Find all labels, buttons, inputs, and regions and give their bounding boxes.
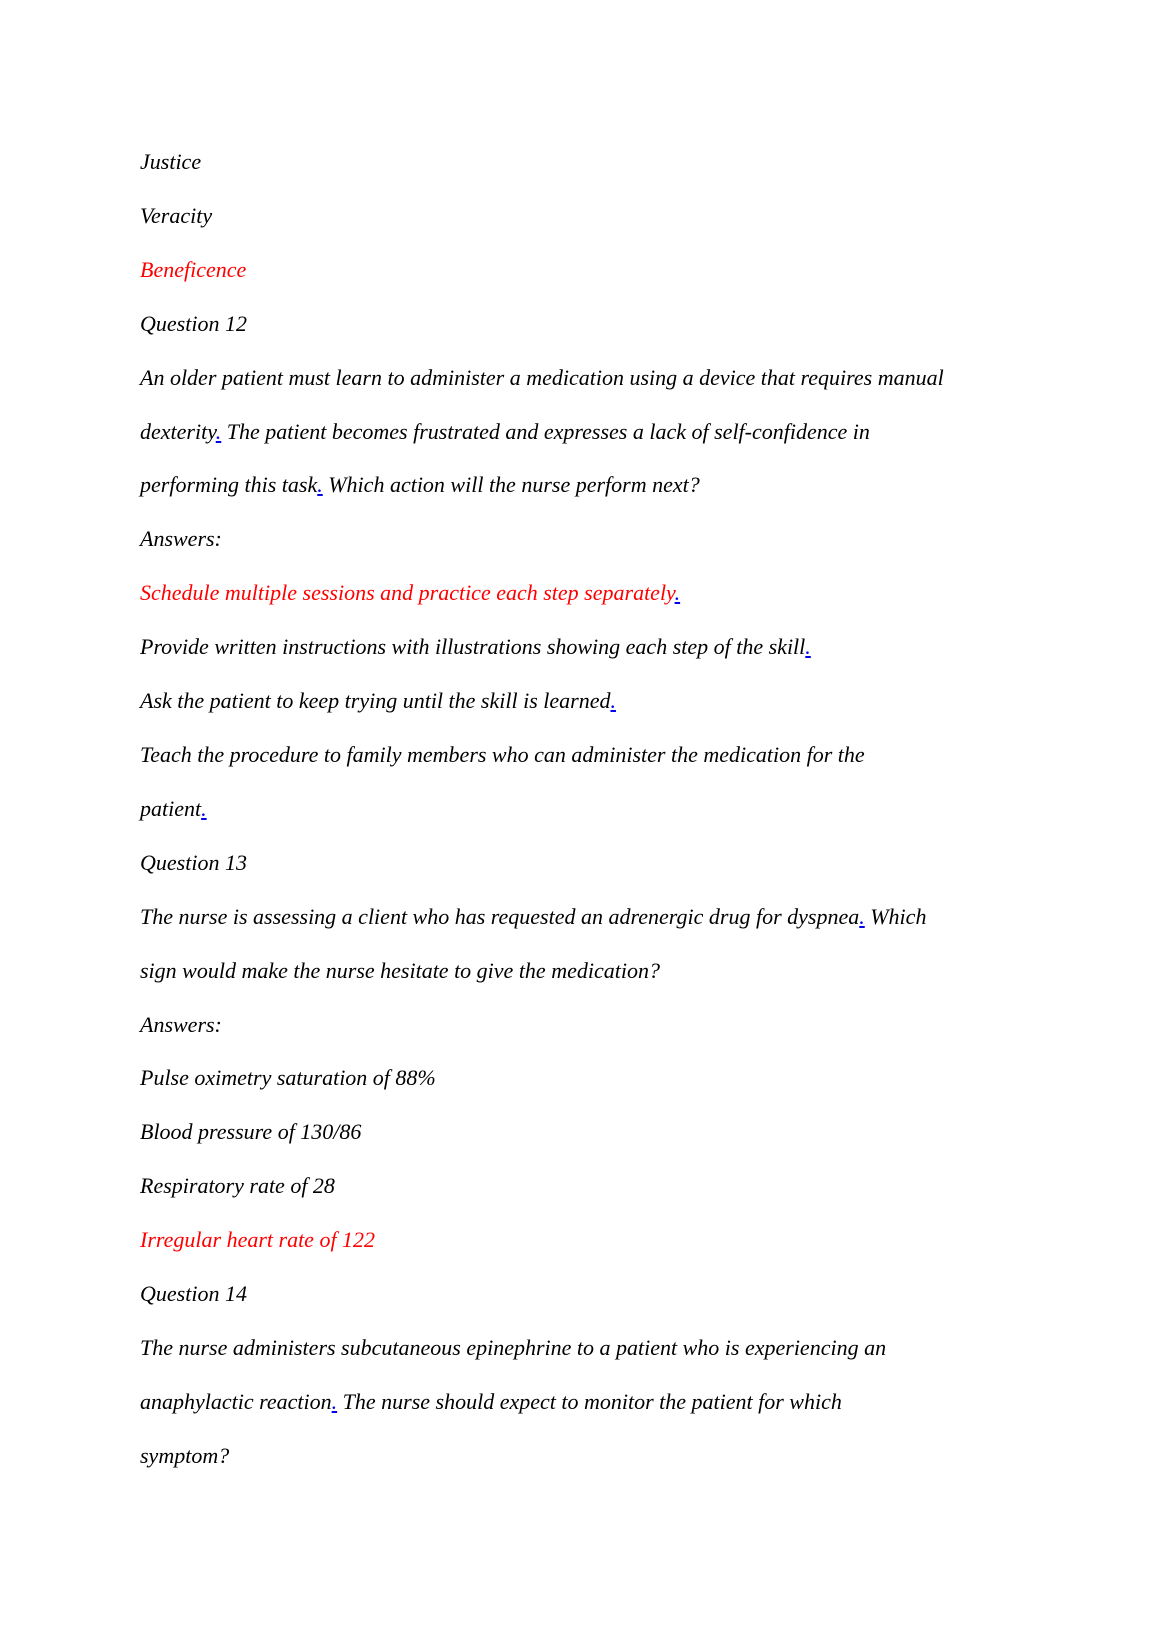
answer-text: Schedule multiple sessions and practice each step separately [140, 580, 675, 606]
link-dot[interactable]: . [859, 903, 865, 929]
question-12-answer-4-line-2 [140, 782, 1030, 836]
question-13-heading: Question 13 [140, 849, 247, 875]
answer-text: patient [140, 795, 202, 821]
question-12-stem-text: The patient becomes frustrated and expresses a lack of self-confidence in [221, 418, 870, 444]
question-12-answer-1-correct [140, 566, 1030, 620]
option-beneficence-correct: Beneficence [140, 256, 247, 282]
option-justice: Justice [140, 149, 202, 174]
question-14-stem-line-1: The nurse administers subcutaneous epinephrine to a patient who is experiencing an [140, 1334, 887, 1360]
link-dot[interactable]: . [201, 795, 207, 821]
question-12-answer-2 [140, 620, 1030, 674]
question-13-stem-text: Which [864, 903, 927, 929]
option-veracity: Veracity [140, 202, 213, 228]
question-14-heading: Question 14 [140, 1281, 247, 1307]
question-12-answer-4-line-1: Teach the procedure to family members who can administer the medication for the [140, 741, 865, 767]
question-13-answer-2: Blood pressure of 130/86 [140, 1119, 362, 1145]
link-dot[interactable]: . [317, 472, 323, 498]
question-13-answer-4-correct: Irregular heart rate of 122 [140, 1227, 376, 1253]
question-12-stem-text: performing this task [140, 472, 318, 498]
question-12-heading: Question 12 [140, 310, 247, 336]
question-13-stem-text: The nurse is assessing a client who has requested an adrenergic drug for dyspnea [140, 903, 860, 929]
document-content [140, 135, 1030, 1483]
link-dot[interactable]: . [331, 1388, 338, 1414]
question-13-answer-1: Pulse oximetry saturation of 88% [140, 1065, 436, 1091]
question-13-answers-label: Answers: [140, 1011, 222, 1037]
answer-text: Ask the patient to keep trying until the skill is learned [140, 688, 611, 714]
question-14-stem-line-2 [140, 1375, 1030, 1429]
link-dot[interactable]: . [215, 418, 222, 444]
link-dot[interactable]: . [610, 688, 616, 714]
question-13-stem-line-1 [140, 890, 1030, 944]
question-12-answer-3 [140, 674, 1030, 728]
question-14-stem-text: anaphylactic reaction [140, 1388, 332, 1414]
question-14-stem-text: The nurse should expect to monitor the patient for which [337, 1388, 842, 1414]
question-14-stem-line-3: symptom? [140, 1442, 230, 1468]
question-12-stem-text: Which action will the nurse perform next? [322, 472, 700, 498]
question-12-stem-line-1: An older patient must learn to administer a medication using a device that requires manual [140, 364, 944, 390]
link-dot[interactable]: . [674, 580, 681, 606]
question-13-stem-line-2: sign would make the nurse hesitate to give the medication? [140, 957, 660, 983]
answer-text: Provide written instructions with illustrations showing each step of the skill [140, 634, 806, 660]
question-12-stem-line-2 [140, 405, 1030, 459]
question-12-answers-label: Answers: [140, 526, 222, 552]
question-13-answer-3: Respiratory rate of 28 [140, 1173, 335, 1199]
question-12-stem-text: dexterity [140, 418, 216, 444]
link-dot[interactable]: . [805, 634, 811, 660]
question-12-stem-line-3 [140, 458, 1030, 512]
